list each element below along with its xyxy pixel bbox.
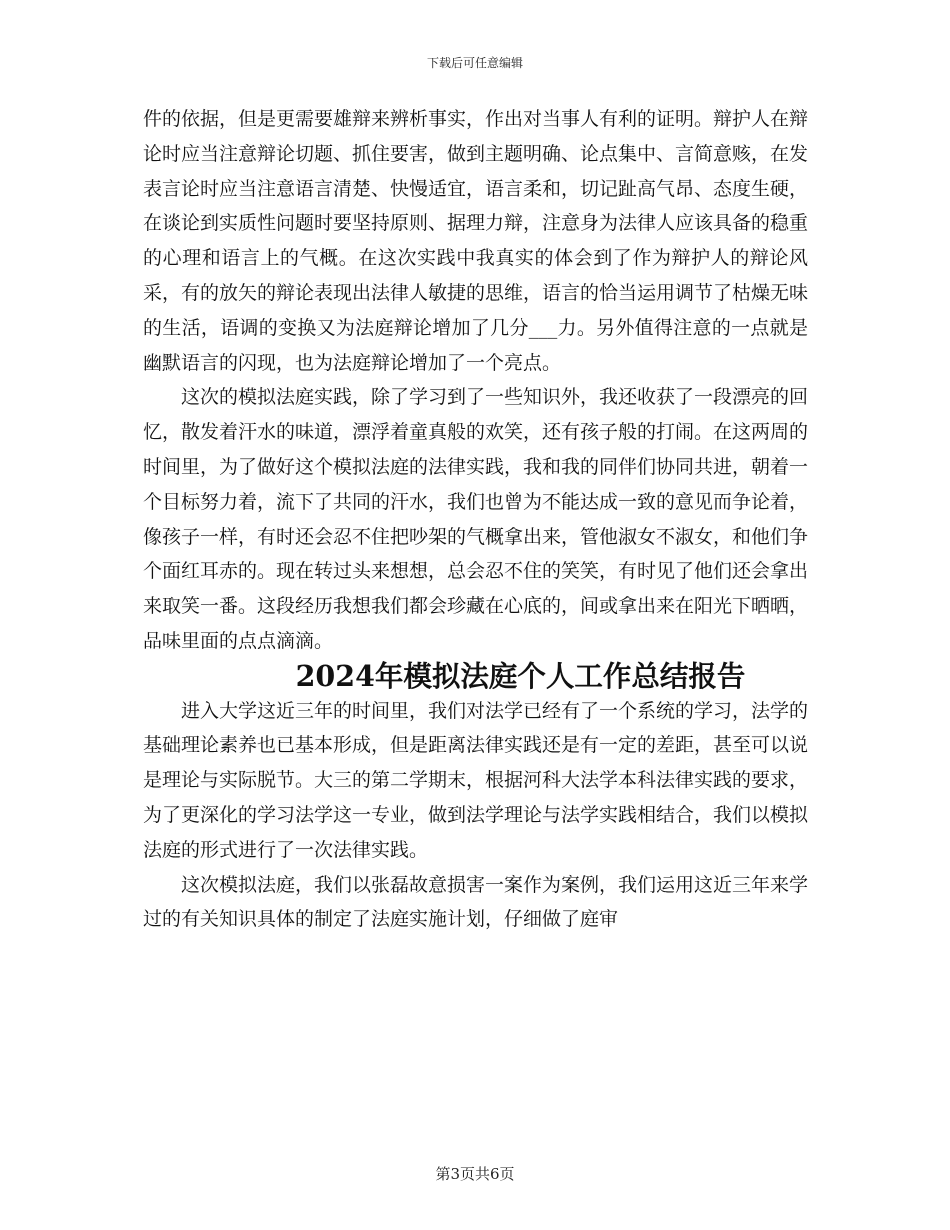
paragraph-case: 这次模拟法庭，我们以张磊故意损害一案作为案例，我们运用这近三年来学过的有关知识具体的制定了法庭实施计划，仔细做了庭审 (143, 873, 809, 931)
document-body (143, 102, 808, 937)
page-header: 下载后可任意编辑 (426, 56, 523, 70)
paragraph-reflection: 这次的模拟法庭实践，除了学习到了一些知识外，我还收获了一段漂亮的回忆，散发着汗水的味道，漂浮着童真般的欢笑，还有孩子般的打闹。在这两周的时间里，为了做好这个模拟法庭的法律实践，我和我的同伴们协同共进，朝着一个目标努力着，流下了共同的汗水，我们也曾为不能达成一致的意见而争论着，像孩子一样，有时还会忍不住把吵架的气概拿出来，管他淑女不淑女，和他们争个面红耳赤的。现在转过头来想想，总会忍不住的笑笑，有时见了他们还会拿出来取笑一番。这段经历我想我们都会珍藏在心底的，间或拿出来在阳光下晒晒，品味里面的点点滴滴。 (143, 386, 809, 652)
section-title: 2024年模拟法庭个人工作总结报告 (295, 658, 746, 693)
page-number: 第3页共6页 (435, 1165, 515, 1183)
paragraph-introduction: 进入大学这近三年的时间里，我们对法学已经有了一个系统的学习，法学的基础理论素养也已基本形成，但是距离法律实践还是有一定的差距，甚至可以说是理论与实际脱节。大三的第二学期末，根据河科大法学本科法律实践的要求，为了更深化的学习法学这一专业，做到法学理论与法学实践相结合，我们以模拟法庭的形式进行了一次法律实践。 (143, 699, 809, 861)
paragraph-continued: 件的依据，但是更需要雄辩来辨析事实，作出对当事人有利的证明。辩护人在辩论时应当注意辩论切题、抓住要害，做到主题明确、论点集中、言简意赅，在发表言论时应当注意语言清楚、快慢适宜，语言柔和，切记趾高气昂、态度生硬，在谈论到实质性问题时要坚持原则、据理力辩，注意身为法律人应该具备的稳重的心理和语言上的气概。在这次实践中我真实的体会到了作为辩护人的辩论风采，有的放矢的辩论表现出法律人敏捷的思维，语言的恰当运用调节了枯燥无味的生活，语调的变换又为法庭辩论增加了几分___力。另外值得注意的一点就是幽默语言的闪现，也为法庭辩论增加了一个亮点。 (143, 108, 809, 374)
